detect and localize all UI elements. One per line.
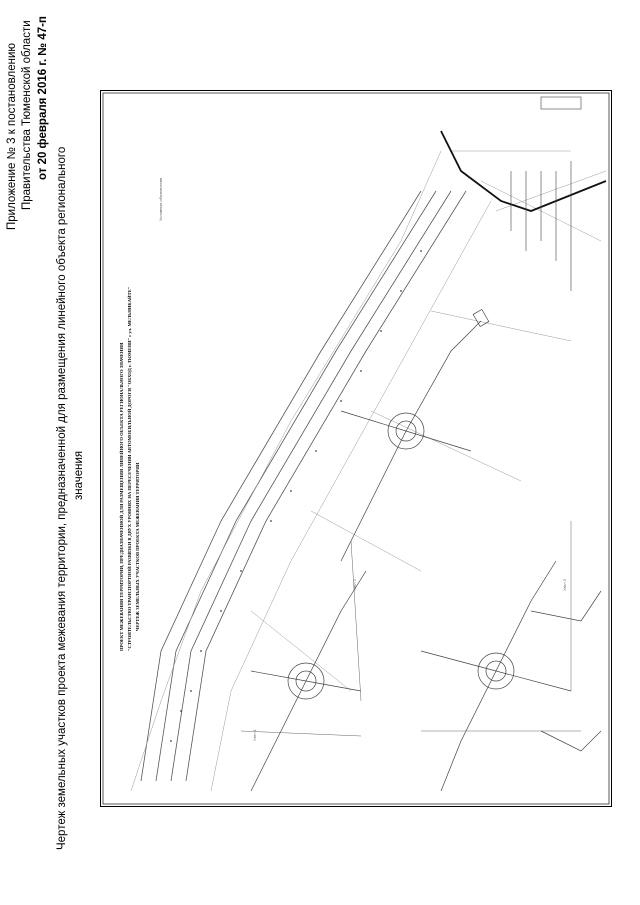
section-dividers: [241, 521, 581, 736]
svg-text:Узел 2: Узел 2: [352, 579, 357, 591]
header-line-3: от 20 февраля 2016 г. № 47-п: [37, 16, 49, 180]
parcel-lines: [131, 151, 606, 791]
sheet-stamp: [541, 97, 581, 109]
caption-line-2: значения: [73, 450, 85, 500]
legend-title: Условные обозначения: [158, 177, 163, 221]
interchange-lower-left: [251, 571, 366, 791]
header-line-1: Приложение № 3 к постановлению: [6, 43, 18, 230]
svg-text:Узел 1: Узел 1: [252, 729, 257, 741]
drawing-sheet: [100, 90, 612, 807]
legend: [511, 161, 571, 291]
tiny-labels: [252, 578, 567, 741]
caption-line-1: Чертеж земельных участков проекта межевания территории, предназначенной для размещения линейного объекта регионального: [56, 146, 68, 850]
boundary-line: [441, 131, 606, 211]
interchange-lower-right: [421, 561, 601, 791]
header-line-2: Правительства Тюменской области: [21, 20, 33, 210]
drawing-title-3: ЧЕРТЕЖ ЗЕМЕЛЬНЫХ УЧАСТКОВ ПРОЕКТА МЕЖЕВАНИЯ ТЕРРИТОРИИ: [135, 462, 140, 631]
drawing-svg: [101, 91, 611, 806]
svg-text:Узел 3: Узел 3: [562, 579, 567, 591]
main-road: [141, 191, 466, 781]
interchange-middle: [341, 309, 489, 561]
survey-points: [170, 250, 422, 742]
inner-frame: [103, 93, 609, 804]
drawing-title-2: "СТРОИТЕЛЬСТВО ТРАНСПОРТНОЙ РАЗВЯЗКИ В ДВУХ УРОВНЯХ НА ПЕРЕСЕЧЕНИИ АВТОМОБИЛЬНОЙ ДОРОГИ "ОБХОД г. ТЮМЕНИ" с ул. МЕЛЬНИКАЙТЕ": [127, 286, 132, 651]
drawing-title-1: ПРОЕКТ МЕЖЕВАНИЯ ТЕРРИТОРИИ, ПРЕДНАЗНАЧЕННОЙ ДЛЯ РАЗМЕЩЕНИЯ ЛИНЕЙНОГО ОБЪЕКТА РЕГИОНАЛЬНОГО ЗНАЧЕНИЯ: [119, 342, 124, 651]
